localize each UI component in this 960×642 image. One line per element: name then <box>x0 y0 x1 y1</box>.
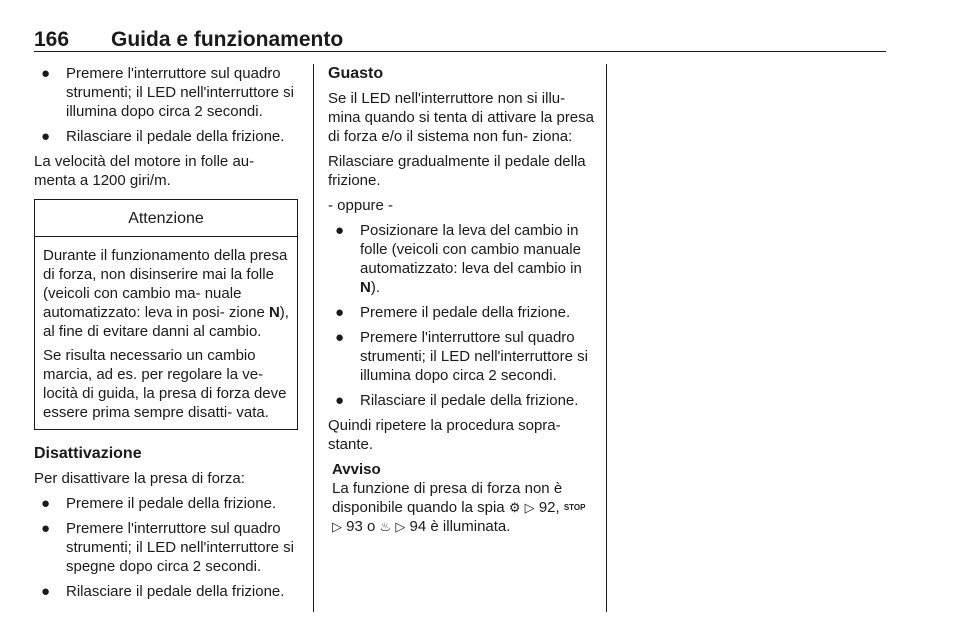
fault-bullet-list <box>328 221 594 410</box>
fault-paragraph: Rilasciare gradualmente il pedale della frizione. <box>328 153 586 189</box>
advice-text: La funzione di presa di forza non è disponibile quando la spia ⚙ ▷ 92, STOP ▷ 93 o ♨ ▷ 94 è illuminata. <box>332 480 586 535</box>
list-item: ● Rilasciare il pedale della frizione. <box>335 392 579 409</box>
bullet-icon: ● <box>41 128 51 145</box>
warning-title: Attenzione <box>35 200 297 237</box>
intro-bullet-list <box>34 64 298 146</box>
deactivation-bullet-list <box>34 494 298 601</box>
page-reference-icon: ▷ <box>395 519 406 534</box>
page-reference-icon: ▷ <box>332 519 342 534</box>
advice-heading: Avviso <box>332 461 381 478</box>
page-header <box>34 28 886 50</box>
warning-paragraph: Se risulta necessario un cambio marcia, ad es. per regolare la ve- locità di guida, la presa di forza deve essere prima sempre disatti- vata. <box>43 347 287 421</box>
right-column <box>328 64 594 536</box>
header-divider <box>34 51 886 52</box>
or-separator: - oppure - <box>328 197 394 214</box>
idle-speed-text: La velocità del motore in folle au- menta a 1200 giri/m. <box>34 153 255 189</box>
bullet-icon: ● <box>41 520 51 537</box>
bullet-icon: ● <box>41 495 51 512</box>
page-number: 166 <box>34 28 70 51</box>
warning-box <box>34 199 298 430</box>
page-title: Guida e funzionamento <box>111 28 344 51</box>
pto-warning-icon: ⚙ <box>508 500 521 515</box>
list-item: ● Premere il pedale della frizione. <box>335 304 571 321</box>
advice-note <box>332 460 594 536</box>
warning-body <box>35 237 297 429</box>
bullet-icon: ● <box>41 65 51 82</box>
column-divider <box>313 64 314 612</box>
list-item: ● Rilasciare il pedale della frizione. <box>41 128 285 145</box>
bullet-icon: ● <box>335 329 345 346</box>
warning-paragraph: Durante il funzionamento della presa di forza, non disinserire mai la folle (veicoli con cambio ma- nuale automatizzato: leva in posi- zione N), al fine di evitare danni al cambio. <box>43 247 289 340</box>
page-reference-icon: ▷ <box>524 500 535 515</box>
section-heading-deactivation: Disattivazione <box>34 445 142 462</box>
list-item: ● Premere l'interruttore sul quadro strumenti; il LED nell'interruttore si illumina dopo circa 2 secondi. <box>335 329 588 384</box>
left-column <box>34 64 298 607</box>
list-item: ● Premere il pedale della frizione. <box>41 495 277 512</box>
bullet-icon: ● <box>41 583 51 600</box>
section-heading-fault: Guasto <box>328 65 384 82</box>
fault-paragraph: Se il LED nell'interruttore non si illu- mina quando si tenta di attivare la presa di forza e/o il sistema non fun- ziona: <box>328 90 594 145</box>
bullet-icon: ● <box>335 304 345 321</box>
list-item: ● Posizionare la leva del cambio in folle (veicoli con cambio manuale automatizzato: leva del cambio in N). <box>335 222 582 296</box>
deactivation-intro: Per disattivare la presa di forza: <box>34 470 245 487</box>
column-divider <box>606 64 607 612</box>
bullet-icon: ● <box>335 222 345 239</box>
list-item: ● Premere l'interruttore sul quadro strumenti; il LED nell'interruttore si spegne dopo circa 2 secondi. <box>41 520 294 575</box>
stop-warning-icon: STOP <box>563 503 586 512</box>
bullet-icon: ● <box>335 392 345 409</box>
list-item: ● Rilasciare il pedale della frizione. <box>41 583 285 600</box>
list-item: ● Premere l'interruttore sul quadro strumenti; il LED nell'interruttore si illumina dopo circa 2 secondi. <box>41 65 294 120</box>
repeat-text: Quindi ripetere la procedura sopra- stante. <box>328 417 561 453</box>
coolant-temperature-icon: ♨ <box>379 519 392 534</box>
